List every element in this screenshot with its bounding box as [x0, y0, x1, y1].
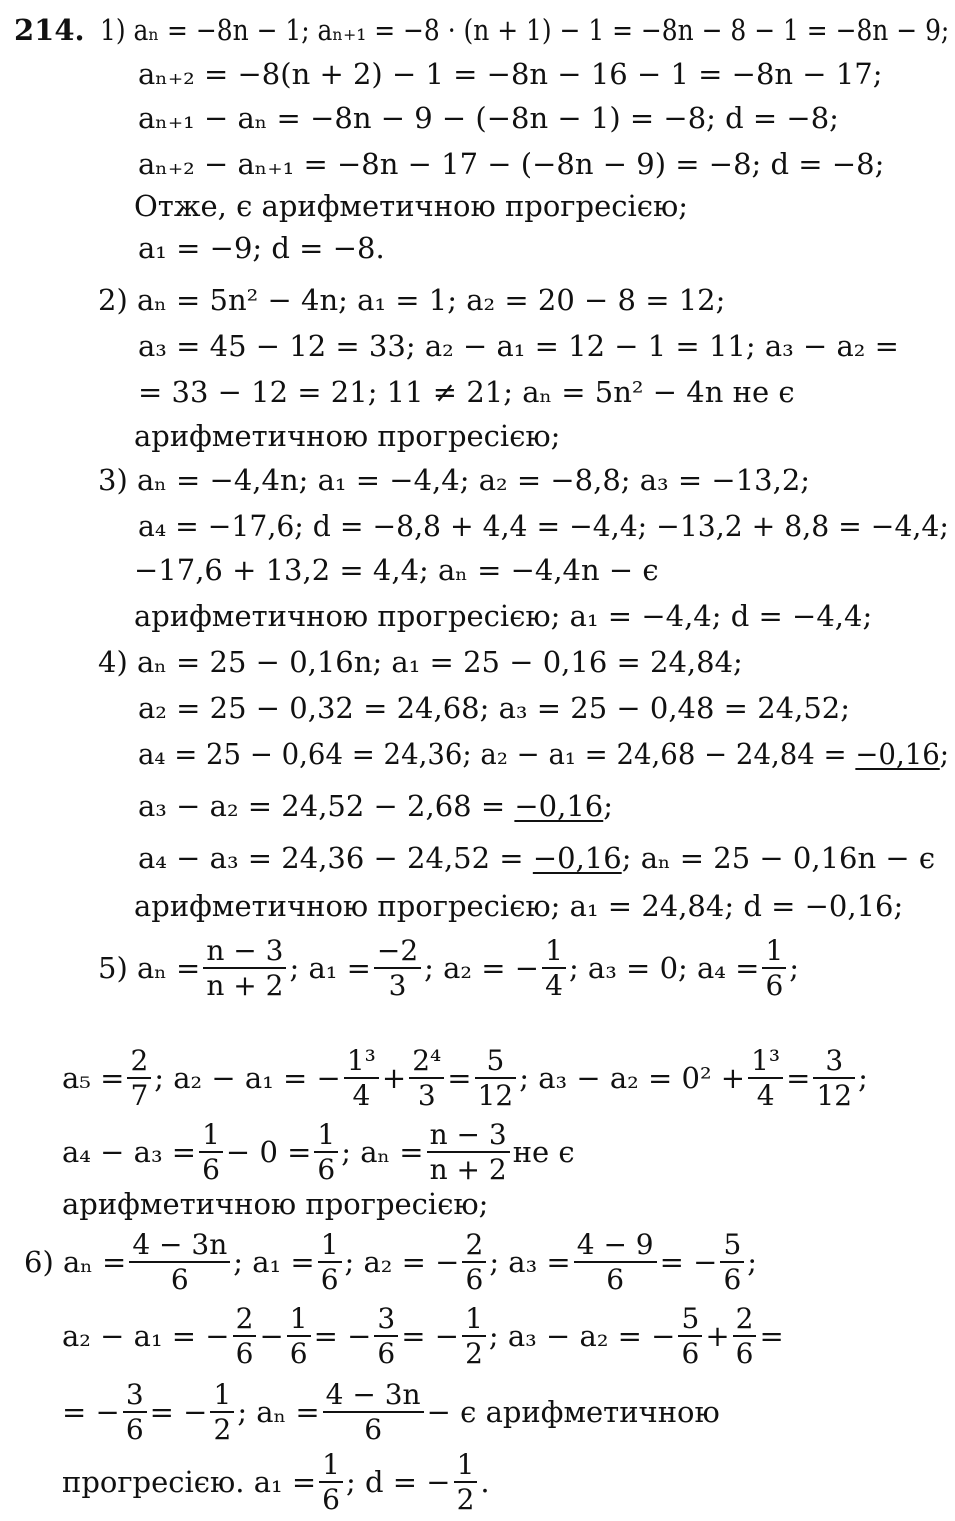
- frac-num: 1: [462, 1302, 486, 1337]
- part1-line4: aₙ₊₂ − aₙ₊₁ = −8n − 17 − (−8n − 9) = −8; d = −8;: [138, 147, 885, 181]
- part4-line4-underlined: −0,16: [514, 789, 604, 823]
- part5-r2-t4: =: [447, 1061, 472, 1095]
- part5-r1-t1: 5) aₙ =: [98, 951, 201, 985]
- frac-num: n − 3: [427, 1118, 510, 1153]
- part4-line1: 4) aₙ = 25 − 0,16n; a₁ = 25 − 0,16 = 24,84;: [98, 645, 743, 679]
- part1-line5: Отже, є арифметичною прогресією;: [134, 189, 689, 223]
- part5-r3-t1: a₄ − a₃ =: [62, 1135, 197, 1169]
- part5-r2-t1: a₅ =: [62, 1061, 125, 1095]
- frac-den: 6: [735, 1337, 754, 1370]
- fraction: [319, 1448, 343, 1516]
- frac-num: 4 − 9: [574, 1228, 657, 1263]
- part5-row2: [62, 1042, 868, 1114]
- frac-den: 3: [388, 969, 407, 1002]
- part6-r1-t5: = −: [659, 1245, 718, 1279]
- fraction: [542, 934, 566, 1002]
- frac-num: 1³: [344, 1044, 379, 1079]
- fraction: [210, 1378, 234, 1446]
- part6-r3-t1: = −: [62, 1395, 120, 1429]
- part4-line2: a₂ = 25 − 0,32 = 24,68; a₃ = 25 − 0,48 = 24,52;: [138, 691, 850, 725]
- frac-num: 1: [199, 1118, 223, 1153]
- part6-r4-t1: прогресією. a₁ =: [62, 1465, 317, 1499]
- part4-line5-end: ; aₙ = 25 − 0,16n − є: [621, 841, 936, 875]
- frac-den: 12: [477, 1079, 514, 1112]
- frac-num: n − 3: [203, 934, 286, 969]
- frac-num: −2: [374, 934, 421, 969]
- frac-den: 2: [456, 1483, 475, 1516]
- part2-line4: арифметичною прогресією;: [134, 419, 561, 453]
- part6-r1-t2: ; a₁ =: [233, 1245, 315, 1279]
- part4-line4: [138, 788, 613, 824]
- problem-number: 214.: [14, 13, 85, 47]
- fraction: [475, 1044, 517, 1112]
- part5-r3-t2: − 0 =: [225, 1135, 312, 1169]
- part5-row3: [62, 1116, 575, 1188]
- part1-line2: aₙ₊₂ = −8(n + 2) − 1 = −8n − 16 − 1 = −8n − 17;: [138, 57, 883, 91]
- frac-num: 3: [374, 1302, 398, 1337]
- fraction: [374, 1302, 398, 1370]
- part6-r1-t3: ; a₂ = −: [344, 1245, 460, 1279]
- frac-num: 2: [462, 1228, 486, 1263]
- part6-row1: [24, 1226, 757, 1298]
- frac-num: 5: [720, 1228, 744, 1263]
- part5-line4: арифметичною прогресією;: [62, 1187, 489, 1221]
- fraction: [409, 1044, 444, 1112]
- part1-line1: 1) aₙ = −8n − 1; aₙ₊₁ = −8 · (n + 1) − 1 = −8n − 8 − 1 = −8n − 9;: [100, 13, 950, 47]
- frac-den: 6: [606, 1263, 625, 1296]
- fraction: [314, 1118, 338, 1186]
- part3-line1: 3) aₙ = −4,4n; a₁ = −4,4; a₂ = −8,8; a₃ = −13,2;: [98, 463, 811, 497]
- frac-den: n + 2: [206, 969, 284, 1002]
- part6-r2-t5: ; a₃ − a₂ = −: [488, 1319, 676, 1353]
- frac-num: 1: [210, 1378, 234, 1413]
- frac-num: 3: [123, 1378, 147, 1413]
- frac-den: n + 2: [429, 1153, 507, 1186]
- fraction: [374, 934, 421, 1002]
- part4-line5-underlined: −0,16: [532, 841, 622, 875]
- part5-r3-t3: ; aₙ =: [341, 1135, 424, 1169]
- part6-r4-t2: ; d = −: [345, 1465, 451, 1499]
- part3-line3: −17,6 + 13,2 = 4,4; aₙ = −4,4n − є: [134, 553, 659, 587]
- part5-r1-t2: ; a₁ =: [289, 951, 371, 985]
- part6-r2-t1: a₂ − a₁ = −: [62, 1319, 230, 1353]
- fraction: [720, 1228, 744, 1296]
- fraction: [427, 1118, 510, 1186]
- fraction: [123, 1378, 147, 1446]
- frac-den: 6: [681, 1337, 700, 1370]
- frac-den: 6: [377, 1337, 396, 1370]
- fraction: [199, 1118, 223, 1186]
- part5-r2-t7: ;: [858, 1061, 868, 1095]
- frac-den: 4: [756, 1079, 775, 1112]
- part4-line3: [138, 736, 949, 772]
- frac-den: 6: [723, 1263, 742, 1296]
- fraction: [233, 1302, 257, 1370]
- frac-den: 6: [322, 1483, 340, 1516]
- part6-r3-t4: − є арифметичною: [426, 1395, 720, 1429]
- part6-r1-t1: 6) aₙ =: [24, 1245, 127, 1279]
- part3-line4: арифметичною прогресією; a₁ = −4,4; d = −4,4;: [134, 599, 873, 633]
- part6-r2-t2: −: [259, 1319, 284, 1353]
- frac-den: 4: [352, 1079, 371, 1112]
- frac-den: 6: [320, 1263, 339, 1296]
- part4-line3-end: ;: [939, 737, 950, 771]
- part6-r4-t3: .: [480, 1465, 490, 1499]
- frac-den: 2: [465, 1337, 483, 1370]
- part2-line1: 2) aₙ = 5n² − 4n; a₁ = 1; a₂ = 20 − 8 = 12;: [98, 283, 726, 317]
- part6-row4: [62, 1446, 490, 1518]
- fraction: [733, 1302, 757, 1370]
- frac-num: 2⁴: [409, 1044, 444, 1079]
- part1-line6: a₁ = −9; d = −8.: [138, 231, 385, 265]
- frac-num: 3: [813, 1044, 855, 1079]
- part6-r1-t4: ; a₃ =: [489, 1245, 571, 1279]
- frac-num: 2: [127, 1044, 151, 1079]
- frac-num: 1: [542, 934, 566, 969]
- frac-num: 1: [318, 1228, 342, 1263]
- part4-line4-text: a₃ − a₂ = 24,52 − 2,68 =: [138, 789, 515, 823]
- part5-row1: [98, 932, 799, 1004]
- fraction: [462, 1302, 486, 1370]
- part4-line4-end: ;: [603, 789, 614, 823]
- frac-num: 1: [454, 1448, 478, 1483]
- fraction: [127, 1044, 151, 1112]
- frac-den: 6: [765, 969, 784, 1002]
- part4-line3-text: a₄ = 25 − 0,64 = 24,36; a₂ − a₁ = 24,68 − 24,84 =: [138, 737, 856, 771]
- part4-line3-underlined: −0,16: [855, 737, 940, 771]
- part6-r3-t2: = −: [149, 1395, 208, 1429]
- frac-num: 1: [319, 1448, 343, 1483]
- fraction: [748, 1044, 783, 1112]
- part6-r2-t7: =: [759, 1319, 784, 1353]
- part2-line2: a₃ = 45 − 12 = 33; a₂ − a₁ = 12 − 1 = 11; a₃ − a₂ =: [138, 329, 899, 363]
- fraction: [129, 1228, 230, 1296]
- fraction: [762, 934, 786, 1002]
- fraction: [454, 1448, 478, 1516]
- fraction: [574, 1228, 657, 1296]
- part5-r1-t5: ;: [789, 951, 800, 985]
- fraction: [318, 1228, 342, 1296]
- part4-line6: арифметичною прогресією; a₁ = 24,84; d = −0,16;: [134, 889, 904, 923]
- frac-den: 6: [465, 1263, 484, 1296]
- frac-den: 6: [289, 1337, 308, 1370]
- frac-den: 6: [317, 1153, 336, 1186]
- part5-r1-t4: ; a₃ = 0; a₄ =: [568, 951, 760, 985]
- frac-num: 1³: [748, 1044, 783, 1079]
- part1-line3: aₙ₊₁ − aₙ = −8n − 9 − (−8n − 1) = −8; d = −8;: [138, 101, 839, 135]
- fraction: [344, 1044, 379, 1112]
- part3-line2: a₄ = −17,6; d = −8,8 + 4,4 = −4,4; −13,2 + 8,8 = −4,4;: [138, 509, 949, 543]
- frac-den: 4: [545, 969, 563, 1002]
- part5-r3-t4: не є: [512, 1135, 575, 1169]
- fraction: [323, 1378, 424, 1446]
- frac-num: 2: [233, 1302, 257, 1337]
- frac-num: 1: [762, 934, 786, 969]
- frac-den: 3: [417, 1079, 436, 1112]
- frac-den: 12: [816, 1079, 853, 1112]
- part5-r1-t3: ; a₂ = −: [424, 951, 540, 985]
- part5-r2-t2: ; a₂ − a₁ = −: [154, 1061, 341, 1095]
- part5-r2-t5: ; a₃ − a₂ = 0² +: [519, 1061, 746, 1095]
- part6-row2: [62, 1300, 784, 1372]
- frac-den: 6: [170, 1263, 189, 1296]
- frac-num: 4 − 3n: [129, 1228, 230, 1263]
- part6-row3: [62, 1376, 720, 1448]
- fraction: [462, 1228, 486, 1296]
- frac-num: 5: [475, 1044, 517, 1079]
- fraction: [678, 1302, 702, 1370]
- part4-line5-text: a₄ − a₃ = 24,36 − 24,52 =: [138, 841, 533, 875]
- frac-den: 7: [130, 1079, 149, 1112]
- part4-line5: [138, 840, 935, 876]
- frac-num: 5: [678, 1302, 702, 1337]
- frac-num: 1: [287, 1302, 311, 1337]
- frac-den: 6: [202, 1153, 220, 1186]
- fraction: [203, 934, 286, 1002]
- part6-r2-t4: = −: [401, 1319, 460, 1353]
- frac-den: 6: [125, 1413, 144, 1446]
- part6-r2-t3: = −: [313, 1319, 372, 1353]
- part6-r2-t6: +: [705, 1319, 730, 1353]
- frac-num: 1: [314, 1118, 338, 1153]
- part2-line3: = 33 − 12 = 21; 11 ≠ 21; aₙ = 5n² − 4n не є: [138, 375, 795, 409]
- frac-num: 2: [733, 1302, 757, 1337]
- frac-den: 6: [235, 1337, 254, 1370]
- part5-r2-t3: +: [381, 1061, 407, 1095]
- part5-r2-t6: =: [786, 1061, 811, 1095]
- part6-r3-t3: ; aₙ =: [237, 1395, 320, 1429]
- frac-num: 4 − 3n: [323, 1378, 424, 1413]
- frac-den: 2: [213, 1413, 232, 1446]
- fraction: [287, 1302, 311, 1370]
- frac-den: 6: [364, 1413, 383, 1446]
- part6-r1-t6: ;: [747, 1245, 758, 1279]
- fraction: [813, 1044, 855, 1112]
